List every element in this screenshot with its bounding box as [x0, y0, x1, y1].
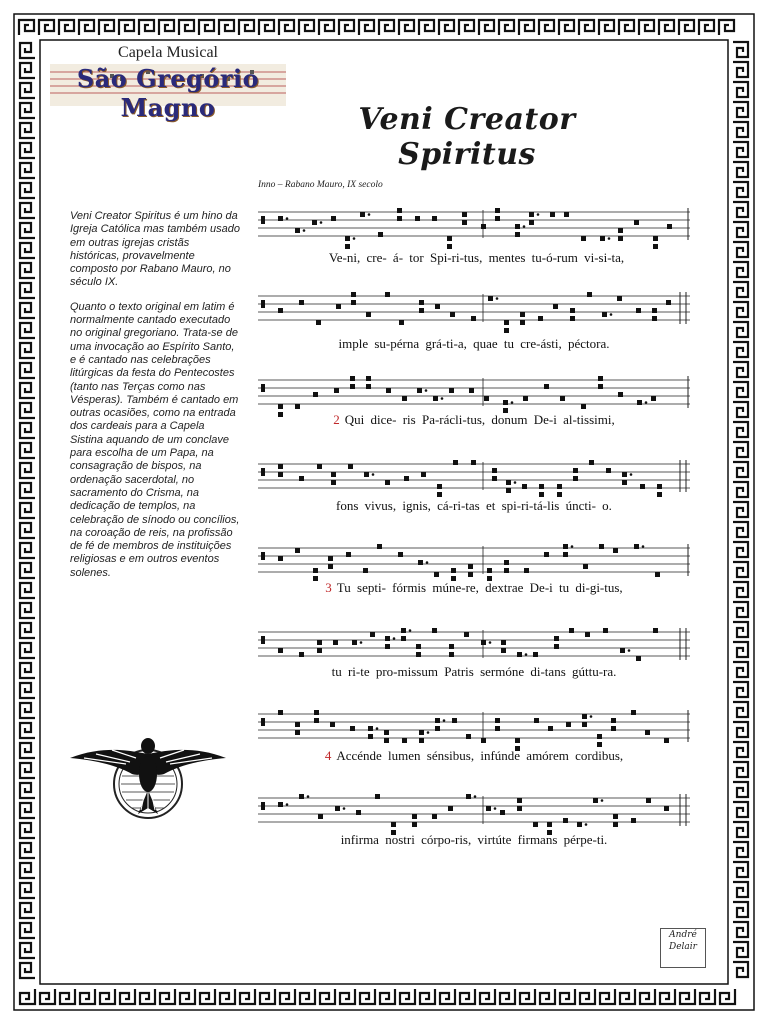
verse-lyric: imple su-pérna grá-ti-a, quae tu cre-ásti, péctora.: [338, 336, 610, 351]
verse-number: 4: [324, 748, 332, 763]
verse-2-line-1: [258, 372, 690, 452]
verse-1-line-1: [258, 204, 690, 284]
logo-caption: Capela Musical: [118, 44, 218, 61]
verse-lyric: 3 Tu septi- fórmis múne-re, dextrae De-i tu di-gi-tus,: [325, 580, 623, 595]
verse-lyric: tu ri-te pro-missum Patris sermóne di-tans gúttu-ra.: [331, 664, 617, 679]
capela-musical-logo: [50, 44, 286, 122]
chant-staff: [258, 204, 690, 250]
verse-1-line-2: [258, 288, 690, 368]
chant-staff: [258, 706, 690, 752]
artist-signature: André Delair: [660, 928, 706, 968]
intro-paragraph-1: Veni Creator Spiritus é um hino da Igreja Católica mas também usado em outras igrejas cristãs históricas, provavelmente composto por Rabano Mauro, no século IX.: [70, 210, 240, 289]
verse-lyric: 2 Qui dice- ris Pa-rácli-tus, donum De-i al-tissimi,: [333, 412, 615, 427]
verse-lyric: fons vivus, ignis, cá-ri-tas et spi-ri-tá-lis úncti- o.: [336, 498, 612, 513]
verse-number: 3: [325, 580, 332, 595]
holy-spirit-dove-icon: [66, 718, 230, 828]
hymn-attribution: Inno – Rabano Mauro, IX secolo: [258, 180, 383, 190]
verse-number: 2: [333, 412, 340, 427]
intro-paragraph-2: Quanto o texto original em latim é normalmente cantado executado no original gregoriano. Trata-se de uma invocação ao Espírito Santo, e é cantado nas celebrações litúrgicas da festa do Pentecostes (tanto nas Terças como nas Vésperas). Também é cantado em outras ocasiões, como na entrada dos cardeais para a Capela Sistina aquando de um conclave para escolha de um Papa, na consagração de bispos, na ordenação sacerdotal, no sacramento do Crisma, na dedicação de templos, na celebração de sínodo ou concílios, na coroação de reis, na profissão de fé de membros de instituições religiosas e em outros eventos solenes.: [70, 300, 240, 579]
chant-staff: [258, 288, 690, 334]
verse-lyric: infirma nostri córpo-ris, virtúte firmans pérpe-ti.: [340, 832, 608, 847]
chant-staff: [258, 790, 690, 836]
verse-4-line-1: [258, 706, 690, 786]
verse-3-line-1: [258, 540, 690, 620]
verse-3-line-2: [258, 624, 690, 704]
intro-text: [70, 210, 240, 591]
verse-2-line-2: [258, 456, 690, 536]
logo-name: São Gregório Magno: [76, 64, 260, 122]
hymn-title: Veni Creator Spiritus: [358, 102, 576, 172]
verse-lyric: Ve-ni, cre- á- tor Spi-ri-tus, mentes tu-ó-rum vi-si-ta,: [328, 250, 625, 265]
verse-lyric: 4 Accénde lumen sénsibus, infúnde amórem cordibus,: [324, 748, 624, 763]
verse-4-line-2: [258, 790, 690, 870]
chant-staff: [258, 456, 690, 502]
